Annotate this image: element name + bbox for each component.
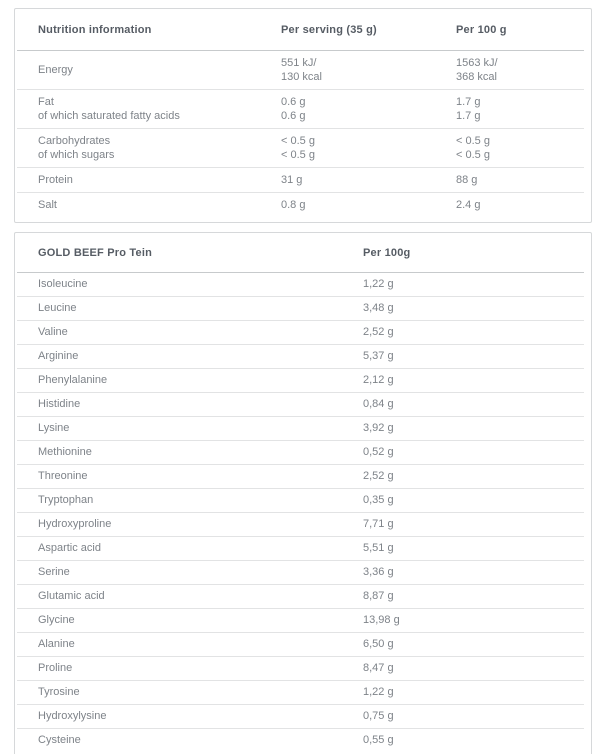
amino-acid-value: 8,47 g — [363, 662, 394, 674]
amino-acid-value-cell — [363, 613, 584, 628]
amino-acid-value: 8,87 g — [363, 590, 394, 602]
amino-acid-value-cell — [363, 733, 584, 748]
amino-acid-value-cell — [363, 589, 584, 604]
nutrition-table-header-row — [17, 9, 584, 51]
amino-acid-value: 0,52 g — [363, 446, 394, 458]
nutrition-facts-card — [14, 8, 592, 223]
per-serving-value-line2: 130 kcal — [281, 71, 322, 83]
nutrient-name: Protein — [38, 174, 73, 186]
amino-acid-name-cell — [38, 373, 363, 388]
per-serving-value-line2: 0.6 g — [281, 110, 306, 122]
amino-acid-name: Tyrosine — [38, 686, 80, 698]
amino-acid-name: Valine — [38, 326, 68, 338]
amino-acid-name: Tryptophan — [38, 494, 94, 506]
amino-acid-value: 0,55 g — [363, 734, 394, 746]
nutrient-name: Energy — [38, 64, 73, 76]
amino-acid-name: Glycine — [38, 614, 75, 626]
amino-acid-name-cell — [38, 541, 363, 556]
per-100g-value-line1: 1.7 g — [456, 96, 481, 108]
per-serving-value-line1: 0.6 g — [281, 96, 306, 108]
per-100g-value-line1: 2.4 g — [456, 199, 481, 211]
nutrient-label-cell — [38, 95, 281, 123]
amino-acid-name-cell — [38, 301, 363, 316]
amino-acid-name: Lysine — [38, 422, 70, 434]
amino-acid-value: 6,50 g — [363, 638, 394, 650]
amino-acid-name-cell — [38, 565, 363, 580]
amino-acid-value-cell — [363, 301, 584, 316]
amino-acid-value: 0,75 g — [363, 710, 394, 722]
amino-acid-value-cell — [363, 373, 584, 388]
amino-acid-value: 5,51 g — [363, 542, 394, 554]
amino-acid-value: 2,12 g — [363, 374, 394, 386]
per-serving-cell — [281, 56, 456, 84]
amino-acid-value-cell — [363, 421, 584, 436]
amino-acid-name-cell — [38, 277, 363, 292]
per-serving-cell — [281, 95, 456, 123]
amino-table-body — [15, 273, 591, 752]
amino-acid-name: Leucine — [38, 302, 77, 314]
amino-acid-name-cell — [38, 637, 363, 652]
amino-acid-name: Isoleucine — [38, 278, 88, 290]
per-100g-cell — [456, 173, 584, 187]
amino-acid-value: 3,36 g — [363, 566, 394, 578]
nutrient-subname: of which sugars — [38, 149, 115, 161]
amino-acid-value: 5,37 g — [363, 350, 394, 362]
amino-acid-name-cell — [38, 517, 363, 532]
amino-acid-value-cell — [363, 493, 584, 508]
amino-acid-value-cell — [363, 397, 584, 412]
amino-acid-value-cell — [363, 709, 584, 724]
nutrient-label-cell — [38, 56, 281, 84]
nutrient-name: Carbohydrates — [38, 135, 111, 147]
amino-acid-name-cell — [38, 685, 363, 700]
amino-acid-name: Alanine — [38, 638, 75, 650]
amino-acid-value: 1,22 g — [363, 278, 394, 290]
nutrient-label-cell — [38, 198, 281, 212]
nutrition-table-row — [17, 192, 584, 217]
amino-acid-value: 7,71 g — [363, 518, 394, 530]
amino-acid-value-cell — [363, 637, 584, 652]
amino-table-row — [17, 560, 584, 584]
per-serving-cell — [281, 173, 456, 187]
nutrient-name: Salt — [38, 199, 57, 211]
amino-acid-value: 13,98 g — [363, 614, 400, 626]
per-100g-column-header: Per 100 g — [456, 23, 507, 36]
amino-acid-value: 0,35 g — [363, 494, 394, 506]
per-100g-cell — [456, 134, 584, 162]
nutrition-table-row — [17, 89, 584, 128]
per-100g-value-line1: 88 g — [456, 174, 478, 186]
amino-table-row — [17, 416, 584, 440]
amino-table-header-row — [17, 233, 584, 273]
per-serving-column-header: Per serving (35 g) — [281, 23, 377, 36]
per-100g-cell — [456, 56, 584, 84]
nutrient-subname: of which saturated fatty acids — [38, 110, 180, 122]
amino-acid-value: 2,52 g — [363, 470, 394, 482]
per-100g-value-line1: 1563 kJ/ — [456, 57, 498, 69]
amino-acid-name-cell — [38, 469, 363, 484]
amino-table-row — [17, 320, 584, 344]
amino-table-row — [17, 608, 584, 632]
amino-per-100g-column-header: Per 100g — [363, 246, 411, 259]
amino-table-row — [17, 512, 584, 536]
per-100g-cell — [456, 198, 584, 212]
per-serving-cell — [281, 134, 456, 162]
amino-acid-value-cell — [363, 277, 584, 292]
amino-acid-value: 3,48 g — [363, 302, 394, 314]
amino-acid-name: Cysteine — [38, 734, 81, 746]
amino-acid-name: Aspartic acid — [38, 542, 101, 554]
amino-acid-name-cell — [38, 349, 363, 364]
per-100g-value-line2: 1.7 g — [456, 110, 481, 122]
amino-acid-name-cell — [38, 325, 363, 340]
amino-acid-name-cell — [38, 733, 363, 748]
amino-acid-value-cell — [363, 685, 584, 700]
amino-acid-name-cell — [38, 661, 363, 676]
per-serving-value-line1: 31 g — [281, 174, 303, 186]
nutrient-label-cell — [38, 134, 281, 162]
nutrition-table-row — [17, 128, 584, 167]
amino-acid-name-cell — [38, 613, 363, 628]
amino-table-row — [17, 392, 584, 416]
amino-acid-value: 2,52 g — [363, 326, 394, 338]
amino-acid-value-cell — [363, 517, 584, 532]
nutrient-label-cell — [38, 173, 281, 187]
amino-acid-value-cell — [363, 445, 584, 460]
amino-acid-name: Hydroxylysine — [38, 710, 107, 722]
amino-table-row — [17, 584, 584, 608]
per-serving-value-line1: 551 kJ/ — [281, 57, 317, 69]
amino-acid-value: 1,22 g — [363, 686, 394, 698]
per-serving-value-line2: < 0.5 g — [281, 149, 315, 161]
amino-acid-name: Arginine — [38, 350, 79, 362]
per-serving-cell — [281, 198, 456, 212]
nutrition-table-row — [17, 167, 584, 192]
amino-acid-value-cell — [363, 469, 584, 484]
nutrition-table-row — [17, 51, 584, 89]
amino-acid-name: Hydroxyproline — [38, 518, 112, 530]
amino-acid-name: Proline — [38, 662, 73, 674]
amino-table-row — [17, 728, 584, 752]
amino-acid-name-cell — [38, 445, 363, 460]
amino-acid-name: Serine — [38, 566, 70, 578]
amino-acid-name: Histidine — [38, 398, 81, 410]
amino-acid-name-cell — [38, 493, 363, 508]
amino-table-row — [17, 680, 584, 704]
amino-acid-value-cell — [363, 325, 584, 340]
amino-table-title: GOLD BEEF Pro Tein — [38, 246, 153, 259]
per-serving-value-line1: 0.8 g — [281, 199, 306, 211]
nutrition-table-title: Nutrition information — [38, 23, 152, 36]
per-100g-value-line2: 368 kcal — [456, 71, 497, 83]
amino-table-row — [17, 440, 584, 464]
amino-table-row — [17, 632, 584, 656]
per-serving-value-line1: < 0.5 g — [281, 135, 315, 147]
amino-acid-name: Glutamic acid — [38, 590, 105, 602]
amino-acid-value-cell — [363, 565, 584, 580]
amino-acid-name-cell — [38, 709, 363, 724]
per-100g-value-line1: < 0.5 g — [456, 135, 490, 147]
amino-table-row — [17, 273, 584, 296]
amino-acid-value-cell — [363, 661, 584, 676]
amino-table-row — [17, 464, 584, 488]
nutrient-name: Fat — [38, 96, 54, 108]
amino-table-row — [17, 656, 584, 680]
amino-acid-name: Methionine — [38, 446, 92, 458]
amino-acid-value: 3,92 g — [363, 422, 394, 434]
amino-acid-name-cell — [38, 421, 363, 436]
amino-acid-value-cell — [363, 349, 584, 364]
amino-acid-profile-card — [14, 232, 592, 754]
amino-acid-name: Threonine — [38, 470, 88, 482]
amino-acid-value: 0,84 g — [363, 398, 394, 410]
amino-acid-name-cell — [38, 589, 363, 604]
amino-table-row — [17, 536, 584, 560]
amino-table-row — [17, 488, 584, 512]
amino-table-row — [17, 296, 584, 320]
amino-table-row — [17, 368, 584, 392]
nutrition-table-body — [15, 51, 591, 217]
amino-acid-value-cell — [363, 541, 584, 556]
per-100g-value-line2: < 0.5 g — [456, 149, 490, 161]
per-100g-cell — [456, 95, 584, 123]
amino-table-row — [17, 704, 584, 728]
amino-table-row — [17, 344, 584, 368]
amino-acid-name: Phenylalanine — [38, 374, 108, 386]
amino-acid-name-cell — [38, 397, 363, 412]
